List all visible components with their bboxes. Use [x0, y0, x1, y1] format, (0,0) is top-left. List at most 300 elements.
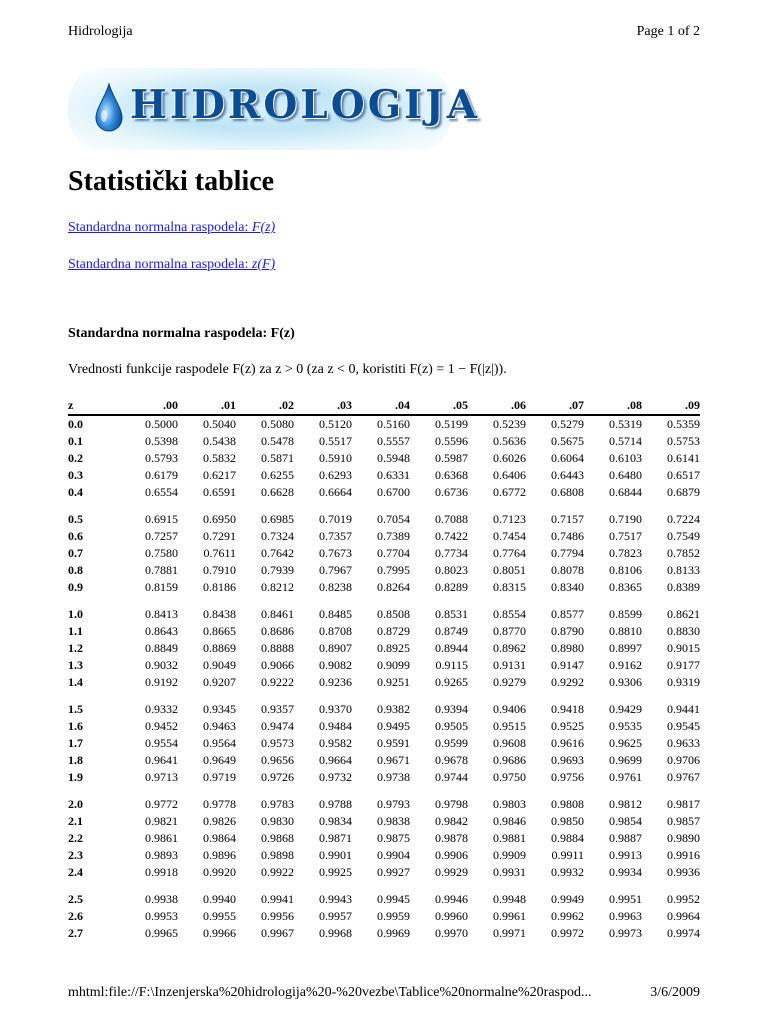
table-row [68, 484, 700, 501]
table-cell: 0.7486 [551, 529, 584, 543]
table-cell: 0.9664 [319, 753, 352, 767]
table-cell: 0.8869 [203, 641, 236, 655]
table-cell: 0.7549 [667, 529, 700, 543]
table-cell: 0.9925 [319, 865, 352, 879]
table-row [68, 674, 700, 691]
table-cell: 0.5239 [493, 417, 526, 431]
table-cell: 0.5948 [377, 451, 410, 465]
table-cell: 0.9649 [203, 753, 236, 767]
table-cell: 0.7580 [145, 546, 178, 560]
table-cell: 0.7224 [667, 512, 700, 526]
table-cell: 0.6664 [319, 485, 352, 499]
table-cell: 0.8159 [145, 580, 178, 594]
table-cell: 0.9370 [319, 702, 352, 716]
table-cell: 0.5359 [667, 417, 700, 431]
table-cell: 0.9842 [435, 814, 468, 828]
table-cell: 0.8997 [609, 641, 642, 655]
table-cell: 0.9474 [261, 719, 294, 733]
table-cell: 0.9573 [261, 736, 294, 750]
table-row [68, 450, 700, 467]
table-cell: 0.7734 [435, 546, 468, 560]
table-cell: 0.6026 [493, 451, 526, 465]
table-cell: 0.5040 [203, 417, 236, 431]
table-cell: 0.9744 [435, 770, 468, 784]
table-description: Vrednosti funkcije raspodele F(z) za z > 0 (za z < 0, koristiti F(z) = 1 − F(|z|)). [68, 362, 507, 377]
table-cell: 0.9850 [551, 814, 584, 828]
table-cell: 0.9970 [435, 926, 468, 940]
print-footer-url: mhtml:file://F:\Inzenjerska%20hidrologija%20-%20vezbe\Tablice%20normalne%20raspod... [68, 985, 592, 1000]
table-row [68, 718, 700, 735]
logo-text: HIDROLOGIJA [130, 82, 480, 128]
table-cell: 0.9616 [551, 736, 584, 750]
table-cell: 0.8729 [377, 624, 410, 638]
table-cell: 0.9641 [145, 753, 178, 767]
table-cell: 0.6103 [609, 451, 642, 465]
table-cell: 0.9357 [261, 702, 294, 716]
table-cell: 0.5080 [261, 417, 294, 431]
table-row [68, 735, 700, 752]
table-cell: 0.9911 [551, 848, 584, 862]
table-cell: 0.9452 [145, 719, 178, 733]
table-cell: 0.9955 [203, 909, 236, 923]
print-header-title: Hidrologija [68, 24, 133, 39]
table-cell: 0.8888 [261, 641, 294, 655]
table-cell: 0.6950 [203, 512, 236, 526]
table-cell: 0.9345 [203, 702, 236, 716]
table-cell: 0.8621 [667, 607, 700, 621]
row-z-value: 1.9 [68, 770, 83, 784]
table-cell: 0.5793 [145, 451, 178, 465]
table-cell: 0.9525 [551, 719, 584, 733]
table-cell: 0.9582 [319, 736, 352, 750]
table-cell: 0.9957 [319, 909, 352, 923]
table-cell: 0.9678 [435, 753, 468, 767]
table-cell: 0.9946 [435, 892, 468, 906]
table-cell: 0.5636 [493, 434, 526, 448]
table-cell: 0.9972 [551, 926, 584, 940]
table-cell: 0.9962 [551, 909, 584, 923]
row-z-value: 1.0 [68, 607, 83, 621]
table-cell: 0.8577 [551, 607, 584, 621]
section-title: Standardna normalna raspodela: F(z) [68, 326, 295, 341]
table-cell: 0.9429 [609, 702, 642, 716]
table-cell: 0.9207 [203, 675, 236, 689]
table-cell: 0.9830 [261, 814, 294, 828]
table-cell: 0.9484 [319, 719, 352, 733]
link-function: F(z) [251, 220, 276, 235]
table-cell: 0.8849 [145, 641, 178, 655]
table-row [68, 596, 700, 623]
table-cell: 0.9973 [609, 926, 642, 940]
row-z-value: 2.2 [68, 831, 83, 845]
table-cell: 0.7611 [203, 546, 236, 560]
row-z-value: 0.4 [68, 485, 83, 499]
table-cell: 0.5596 [435, 434, 468, 448]
table-cell: 0.9192 [145, 675, 178, 689]
table-cell: 0.9177 [667, 658, 700, 672]
row-z-value: 0.0 [68, 417, 83, 431]
table-cell: 0.6915 [145, 512, 178, 526]
column-header: .06 [511, 398, 526, 412]
table-cell: 0.9929 [435, 865, 468, 879]
column-header: .01 [221, 398, 236, 412]
table-cell: 0.9904 [377, 848, 410, 862]
table-cell: 0.9783 [261, 797, 294, 811]
table-cell: 0.8289 [435, 580, 468, 594]
table-row [68, 657, 700, 674]
row-z-value: 0.2 [68, 451, 83, 465]
table-cell: 0.9927 [377, 865, 410, 879]
column-header: .07 [569, 398, 584, 412]
table-cell: 0.7088 [435, 512, 468, 526]
column-header: .08 [627, 398, 642, 412]
table-row [68, 691, 700, 718]
table-cell: 0.9961 [493, 909, 526, 923]
row-z-value: 1.5 [68, 702, 83, 716]
table-cell: 0.9793 [377, 797, 410, 811]
table-header-row [68, 396, 700, 415]
link-normal-distribution-z-of-f[interactable] [68, 257, 275, 273]
table-cell: 0.9952 [667, 892, 700, 906]
table-cell: 0.6879 [667, 485, 700, 499]
table-cell: 0.9656 [261, 753, 294, 767]
table-cell: 0.5120 [319, 417, 352, 431]
table-cell: 0.6736 [435, 485, 468, 499]
table-cell: 0.6368 [435, 468, 468, 482]
table-cell: 0.8106 [609, 563, 642, 577]
row-z-value: 2.6 [68, 909, 83, 923]
table-cell: 0.9750 [493, 770, 526, 784]
table-cell: 0.9719 [203, 770, 236, 784]
table-cell: 0.9394 [435, 702, 468, 716]
table-cell: 0.8907 [319, 641, 352, 655]
table-cell: 0.9974 [667, 926, 700, 940]
table-cell: 0.5753 [667, 434, 700, 448]
table-cell: 0.5000 [145, 417, 178, 431]
table-cell: 0.8925 [377, 641, 410, 655]
table-cell: 0.9049 [203, 658, 236, 672]
row-z-value: 0.7 [68, 546, 83, 560]
table-cell: 0.7054 [377, 512, 410, 526]
table-body [68, 415, 700, 942]
table-cell: 0.6480 [609, 468, 642, 482]
table-cell: 0.5438 [203, 434, 236, 448]
table-cell: 0.9706 [667, 753, 700, 767]
table-cell: 0.5910 [319, 451, 352, 465]
table-row [68, 562, 700, 579]
table-cell: 0.8770 [493, 624, 526, 638]
table-cell: 0.9949 [551, 892, 584, 906]
table-cell: 0.9515 [493, 719, 526, 733]
table-cell: 0.9463 [203, 719, 236, 733]
row-z-value: 0.8 [68, 563, 83, 577]
table-cell: 0.8944 [435, 641, 468, 655]
table-cell: 0.9838 [377, 814, 410, 828]
table-cell: 0.9871 [319, 831, 352, 845]
table-cell: 0.9941 [261, 892, 294, 906]
table-cell: 0.9940 [203, 892, 236, 906]
table-cell: 0.9693 [551, 753, 584, 767]
table-cell: 0.9936 [667, 865, 700, 879]
table-cell: 0.9901 [319, 848, 352, 862]
table-row [68, 752, 700, 769]
table-cell: 0.9808 [551, 797, 584, 811]
table-cell: 0.8051 [493, 563, 526, 577]
table-cell: 0.8962 [493, 641, 526, 655]
table-cell: 0.9934 [609, 865, 642, 879]
table-cell: 0.5478 [261, 434, 294, 448]
table-cell: 0.9920 [203, 865, 236, 879]
table-cell: 0.8810 [609, 624, 642, 638]
table-cell: 0.7389 [377, 529, 410, 543]
table-cell: 0.9945 [377, 892, 410, 906]
row-z-value: 1.8 [68, 753, 83, 767]
table-cell: 0.9599 [435, 736, 468, 750]
table-cell: 0.9890 [667, 831, 700, 845]
column-header: .05 [453, 398, 468, 412]
table-cell: 0.9938 [145, 892, 178, 906]
table-cell: 0.9896 [203, 848, 236, 862]
table-cell: 0.7291 [203, 529, 236, 543]
table-cell: 0.9545 [667, 719, 700, 733]
column-header: .09 [685, 398, 700, 412]
table-row [68, 908, 700, 925]
table-cell: 0.9909 [493, 848, 526, 862]
table-cell: 0.6141 [667, 451, 700, 465]
table-cell: 0.9956 [261, 909, 294, 923]
table-cell: 0.9893 [145, 848, 178, 862]
table-cell: 0.8485 [319, 607, 352, 621]
table-cell: 0.9964 [667, 909, 700, 923]
table-row [68, 415, 700, 433]
table-cell: 0.8665 [203, 624, 236, 638]
table-cell: 0.9969 [377, 926, 410, 940]
table-cell: 0.7019 [319, 512, 352, 526]
row-z-value: 2.3 [68, 848, 83, 862]
row-z-value: 2.7 [68, 926, 83, 940]
table-cell: 0.9115 [435, 658, 468, 672]
table-cell: 0.9881 [493, 831, 526, 845]
table-cell: 0.9798 [435, 797, 468, 811]
table-cell: 0.6217 [203, 468, 236, 482]
table-cell: 0.6628 [261, 485, 294, 499]
table-cell: 0.9608 [493, 736, 526, 750]
table-row [68, 881, 700, 908]
table-cell: 0.7257 [145, 529, 178, 543]
table-cell: 0.9868 [261, 831, 294, 845]
table-cell: 0.9817 [667, 797, 700, 811]
print-header-page-number: Page 1 of 2 [636, 24, 700, 39]
table-cell: 0.9306 [609, 675, 642, 689]
table-cell: 0.6700 [377, 485, 410, 499]
table-cell: 0.7967 [319, 563, 352, 577]
column-header: .04 [395, 398, 410, 412]
table-cell: 0.9441 [667, 702, 700, 716]
row-z-value: 1.3 [68, 658, 83, 672]
table-cell: 0.6808 [551, 485, 584, 499]
table-cell: 0.9738 [377, 770, 410, 784]
table-cell: 0.9966 [203, 926, 236, 940]
table-cell: 0.9916 [667, 848, 700, 862]
table-cell: 0.7324 [261, 529, 294, 543]
table-cell: 0.9505 [435, 719, 468, 733]
table-cell: 0.9778 [203, 797, 236, 811]
table-cell: 0.7995 [377, 563, 410, 577]
table-cell: 0.7422 [435, 529, 468, 543]
link-function: z(F) [251, 257, 276, 272]
table-cell: 0.9279 [493, 675, 526, 689]
print-footer-date: 3/6/2009 [650, 985, 700, 1000]
column-header: .03 [337, 398, 352, 412]
table-cell: 0.9803 [493, 797, 526, 811]
table-cell: 0.9147 [551, 658, 584, 672]
table-cell: 0.6844 [609, 485, 642, 499]
table-cell: 0.8186 [203, 580, 236, 594]
table-cell: 0.8508 [377, 607, 410, 621]
table-cell: 0.9884 [551, 831, 584, 845]
table-cell: 0.9251 [377, 675, 410, 689]
table-cell: 0.8238 [319, 580, 352, 594]
table-cell: 0.9591 [377, 736, 410, 750]
row-z-value: 0.3 [68, 468, 83, 482]
table-cell: 0.9875 [377, 831, 410, 845]
table-cell: 0.9953 [145, 909, 178, 923]
table-cell: 0.9887 [609, 831, 642, 845]
table-cell: 0.7910 [203, 563, 236, 577]
table-cell: 0.9918 [145, 865, 178, 879]
table-cell: 0.9564 [203, 736, 236, 750]
column-header-z: z [68, 398, 74, 412]
table-row [68, 579, 700, 596]
table-row [68, 864, 700, 881]
table-cell: 0.8599 [609, 607, 642, 621]
table-cell: 0.9222 [261, 675, 294, 689]
table-cell: 0.6064 [551, 451, 584, 465]
table-cell: 0.9671 [377, 753, 410, 767]
table-cell: 0.9963 [609, 909, 642, 923]
table-cell: 0.7454 [493, 529, 526, 543]
column-header: .00 [163, 398, 178, 412]
table-cell: 0.7357 [319, 529, 352, 543]
row-z-value: 1.4 [68, 675, 83, 689]
table-cell: 0.7517 [609, 529, 642, 543]
table-cell: 0.9713 [145, 770, 178, 784]
table-row [68, 528, 700, 545]
table-cell: 0.6517 [667, 468, 700, 482]
table-cell: 0.9686 [493, 753, 526, 767]
table-cell: 0.8438 [203, 607, 236, 621]
table-cell: 0.6985 [261, 512, 294, 526]
table-cell: 0.8340 [551, 580, 584, 594]
table-cell: 0.6406 [493, 468, 526, 482]
table-cell: 0.5398 [145, 434, 178, 448]
table-cell: 0.9965 [145, 926, 178, 940]
table-cell: 0.8413 [145, 607, 178, 621]
table-cell: 0.9898 [261, 848, 294, 862]
table-cell: 0.8980 [551, 641, 584, 655]
table-cell: 0.8023 [435, 563, 468, 577]
table-cell: 0.9554 [145, 736, 178, 750]
table-cell: 0.9535 [609, 719, 642, 733]
table-cell: 0.9959 [377, 909, 410, 923]
row-z-value: 1.2 [68, 641, 83, 655]
table-cell: 0.7190 [609, 512, 642, 526]
table-cell: 0.7704 [377, 546, 410, 560]
table-cell: 0.9834 [319, 814, 352, 828]
table-row [68, 847, 700, 864]
table-row [68, 786, 700, 813]
row-z-value: 2.1 [68, 814, 83, 828]
table-cell: 0.9767 [667, 770, 700, 784]
table-cell: 0.5871 [261, 451, 294, 465]
row-z-value: 0.9 [68, 580, 83, 594]
table-cell: 0.6591 [203, 485, 236, 499]
table-cell: 0.8830 [667, 624, 700, 638]
table-cell: 0.9772 [145, 797, 178, 811]
table-row [68, 623, 700, 640]
column-header: .02 [279, 398, 294, 412]
table-cell: 0.9495 [377, 719, 410, 733]
table-cell: 0.9922 [261, 865, 294, 879]
table-cell: 0.9861 [145, 831, 178, 845]
row-z-value: 0.5 [68, 512, 83, 526]
table-cell: 0.7123 [493, 512, 526, 526]
table-cell: 0.9948 [493, 892, 526, 906]
table-cell: 0.5199 [435, 417, 468, 431]
table-cell: 0.8212 [261, 580, 294, 594]
table-cell: 0.9015 [667, 641, 700, 655]
table-row [68, 813, 700, 830]
table-cell: 0.9854 [609, 814, 642, 828]
table-row [68, 769, 700, 786]
table-cell: 0.8531 [435, 607, 468, 621]
table-cell: 0.9032 [145, 658, 178, 672]
table-cell: 0.9162 [609, 658, 642, 672]
table-cell: 0.9699 [609, 753, 642, 767]
page-title: Statistički tablice [68, 166, 275, 197]
table-cell: 0.9913 [609, 848, 642, 862]
table-cell: 0.9968 [319, 926, 352, 940]
table-cell: 0.9906 [435, 848, 468, 862]
table-cell: 0.5714 [609, 434, 642, 448]
table-cell: 0.8365 [609, 580, 642, 594]
table-cell: 0.6331 [377, 468, 410, 482]
table-cell: 0.9382 [377, 702, 410, 716]
table-cell: 0.8554 [493, 607, 526, 621]
table-cell: 0.9319 [667, 675, 700, 689]
table-cell: 0.9082 [319, 658, 352, 672]
table-cell: 0.7881 [145, 563, 178, 577]
row-z-value: 2.0 [68, 797, 83, 811]
table-cell: 0.9292 [551, 675, 584, 689]
table-cell: 0.5557 [377, 434, 410, 448]
link-normal-distribution-f-of-z[interactable] [68, 220, 275, 236]
normal-distribution-table [68, 396, 700, 942]
table-cell: 0.5160 [377, 417, 410, 431]
link-label: Standardna normalna raspodela: [68, 220, 252, 235]
table-row [68, 640, 700, 657]
table-cell: 0.7157 [551, 512, 584, 526]
row-z-value: 2.4 [68, 865, 83, 879]
table-cell: 0.9633 [667, 736, 700, 750]
table-cell: 0.9099 [377, 658, 410, 672]
table-cell: 0.9418 [551, 702, 584, 716]
table-cell: 0.9821 [145, 814, 178, 828]
table-cell: 0.9236 [319, 675, 352, 689]
table-cell: 0.9812 [609, 797, 642, 811]
table-cell: 0.9857 [667, 814, 700, 828]
table-cell: 0.9788 [319, 797, 352, 811]
